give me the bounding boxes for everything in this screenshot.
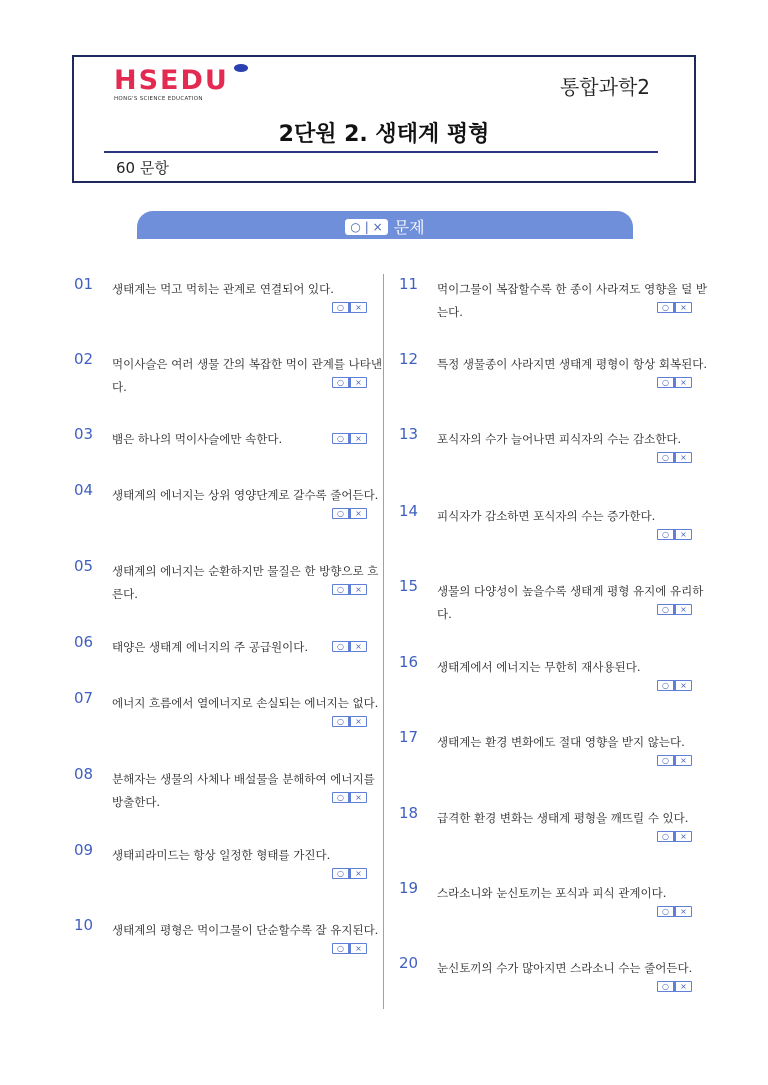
- ox-answer-box[interactable]: [657, 680, 692, 691]
- question-item: [74, 841, 374, 894]
- question-number: 18: [399, 804, 419, 822]
- o-option-icon[interactable]: ○: [333, 378, 348, 387]
- question-text: 생태계의 평형은 먹이그물이 단순할수록 잘 유지된다.: [112, 923, 379, 937]
- x-option-icon[interactable]: ×: [676, 530, 691, 539]
- x-option-icon[interactable]: ×: [351, 585, 366, 594]
- x-option-icon[interactable]: ×: [676, 303, 691, 312]
- logo-subtitle: HONG'S SCIENCE EDUCATION: [114, 96, 203, 102]
- question-count: 60 문항: [116, 159, 169, 177]
- o-option-icon[interactable]: ○: [658, 605, 673, 614]
- header-box: [72, 55, 696, 183]
- o-option-icon[interactable]: ○: [658, 982, 673, 991]
- question-item: [74, 275, 374, 328]
- x-option-icon[interactable]: ×: [676, 681, 691, 690]
- x-option-icon[interactable]: ×: [351, 793, 366, 802]
- question-number: 10: [74, 916, 94, 934]
- question-number: 16: [399, 653, 419, 671]
- ox-answer-box[interactable]: [657, 981, 692, 992]
- question-text: 피식자가 감소하면 포식자의 수는 증가한다.: [437, 509, 656, 523]
- question-item: [74, 425, 374, 478]
- o-option-icon[interactable]: ○: [658, 832, 673, 841]
- o-option-icon[interactable]: ○: [658, 303, 673, 312]
- question-item: [399, 804, 699, 857]
- question-text: 먹이사슬은 여러 생물 간의 복잡한 먹이 관계를 나타낸다.: [112, 357, 382, 394]
- separator: |: [364, 219, 369, 234]
- x-option-icon[interactable]: ×: [676, 756, 691, 765]
- o-option-icon[interactable]: ○: [333, 303, 348, 312]
- question-number: 12: [399, 350, 419, 368]
- question-text: 생태계는 먹고 먹히는 관계로 연결되어 있다.: [112, 282, 334, 296]
- question-item: [74, 689, 379, 742]
- banner-ox-badge: [345, 219, 387, 235]
- ox-answer-box[interactable]: [332, 433, 367, 444]
- title-underline: [104, 151, 658, 153]
- question-text: 생태계는 환경 변화에도 절대 영향을 받지 않는다.: [437, 735, 685, 749]
- question-number: 05: [74, 557, 94, 575]
- ox-answer-box[interactable]: [332, 641, 367, 652]
- o-option-icon[interactable]: ○: [333, 717, 348, 726]
- o-option-icon[interactable]: ○: [333, 434, 348, 443]
- ox-answer-box[interactable]: [657, 906, 692, 917]
- logo-dot-icon: [234, 64, 248, 72]
- o-option-icon[interactable]: ○: [333, 944, 348, 953]
- question-item: [399, 653, 699, 706]
- x-option-icon[interactable]: ×: [351, 944, 366, 953]
- o-option-icon[interactable]: ○: [658, 907, 673, 916]
- circle-icon: ○: [350, 219, 361, 234]
- ox-answer-box[interactable]: [332, 508, 367, 519]
- o-option-icon[interactable]: ○: [658, 453, 673, 462]
- logo-text: HSEDU: [114, 65, 229, 96]
- question-number: 15: [399, 577, 419, 595]
- question-text: 포식자의 수가 늘어나면 피식자의 수는 감소한다.: [437, 432, 682, 446]
- o-option-icon[interactable]: ○: [333, 642, 348, 651]
- question-number: 06: [74, 633, 94, 651]
- ox-answer-box[interactable]: [657, 302, 692, 313]
- question-number: 14: [399, 502, 419, 520]
- ox-answer-box[interactable]: [657, 604, 692, 615]
- question-item: [399, 425, 699, 478]
- question-number: 09: [74, 841, 94, 859]
- ox-answer-box[interactable]: [332, 377, 367, 388]
- question-item: [399, 350, 707, 403]
- cross-icon: ×: [372, 219, 383, 234]
- x-option-icon[interactable]: ×: [351, 642, 366, 651]
- question-text: 태양은 생태계 에너지의 주 공급원이다.: [112, 640, 309, 654]
- x-option-icon[interactable]: ×: [351, 378, 366, 387]
- x-option-icon[interactable]: ×: [351, 303, 366, 312]
- o-option-icon[interactable]: ○: [333, 869, 348, 878]
- page-title: 2단원 2. 생태계 평형: [278, 122, 490, 147]
- question-item: [74, 350, 382, 403]
- o-option-icon[interactable]: ○: [658, 378, 673, 387]
- o-option-icon[interactable]: ○: [658, 530, 673, 539]
- question-text: 특정 생물종이 사라지면 생태계 평형이 항상 회복된다.: [437, 357, 707, 371]
- subject-label: 통합과학2: [559, 75, 650, 99]
- ox-answer-box[interactable]: [332, 716, 367, 727]
- ox-answer-box[interactable]: [657, 831, 692, 842]
- x-option-icon[interactable]: ×: [676, 453, 691, 462]
- ox-answer-box[interactable]: [657, 377, 692, 388]
- ox-answer-box[interactable]: [332, 302, 367, 313]
- question-item: [74, 765, 375, 818]
- ox-answer-box[interactable]: [332, 868, 367, 879]
- question-text: 분해자는 생물의 사체나 배설물을 분해하여 에너지를 방출한다.: [112, 772, 375, 809]
- banner-label: 문제: [393, 218, 425, 237]
- question-text: 생물의 다양성이 높을수록 생태계 평형 유지에 유리하다.: [437, 584, 704, 621]
- question-text: 에너지 흐름에서 열에너지로 손실되는 에너지는 없다.: [112, 696, 379, 710]
- x-option-icon[interactable]: ×: [351, 434, 366, 443]
- question-item: [74, 633, 374, 686]
- o-option-icon[interactable]: ○: [333, 585, 348, 594]
- question-item: [399, 577, 704, 630]
- logo: [114, 67, 229, 102]
- x-option-icon[interactable]: ×: [351, 869, 366, 878]
- column-divider: [383, 274, 384, 1009]
- question-text: 급격한 환경 변화는 생태계 평형을 깨뜨릴 수 있다.: [437, 811, 689, 825]
- question-number: 02: [74, 350, 94, 368]
- ox-answer-box[interactable]: [657, 452, 692, 463]
- question-item: [399, 954, 699, 1007]
- question-text: 생태계의 에너지는 순환하지만 물질은 한 방향으로 흐른다.: [112, 564, 379, 601]
- question-number: 19: [399, 879, 419, 897]
- o-option-icon[interactable]: ○: [333, 793, 348, 802]
- question-number: 07: [74, 689, 94, 707]
- x-option-icon[interactable]: ×: [676, 982, 691, 991]
- question-number: 17: [399, 728, 419, 746]
- question-item: [399, 502, 699, 555]
- ox-answer-box[interactable]: [332, 792, 367, 803]
- question-text: 생태계에서 에너지는 무한히 재사용된다.: [437, 660, 641, 674]
- question-number: 13: [399, 425, 419, 443]
- x-option-icon[interactable]: ×: [676, 832, 691, 841]
- ox-answer-box[interactable]: [332, 584, 367, 595]
- x-option-icon[interactable]: ×: [676, 907, 691, 916]
- question-number: 04: [74, 481, 94, 499]
- x-option-icon[interactable]: ×: [676, 378, 691, 387]
- o-option-icon[interactable]: ○: [658, 756, 673, 765]
- question-item: [74, 916, 379, 969]
- ox-answer-box[interactable]: [657, 755, 692, 766]
- o-option-icon[interactable]: ○: [658, 681, 673, 690]
- question-item: [74, 557, 379, 610]
- question-number: 01: [74, 275, 94, 293]
- question-number: 11: [399, 275, 419, 293]
- x-option-icon[interactable]: ×: [676, 605, 691, 614]
- x-option-icon[interactable]: ×: [351, 509, 366, 518]
- section-banner: [137, 211, 633, 239]
- question-text: 스라소니와 눈신토끼는 포식과 피식 관계이다.: [437, 886, 667, 900]
- ox-answer-box[interactable]: [657, 529, 692, 540]
- question-text: 먹이그물이 복잡할수록 한 종이 사라져도 영향을 덜 받는다.: [437, 282, 707, 319]
- question-item: [74, 481, 379, 534]
- question-item: [399, 728, 699, 781]
- question-number: 03: [74, 425, 94, 443]
- question-text: 눈신토끼의 수가 많아지면 스라소니 수는 줄어든다.: [437, 961, 693, 975]
- question-number: 20: [399, 954, 419, 972]
- question-item: [399, 879, 699, 932]
- question-text: 생태피라미드는 항상 일정한 형태를 가진다.: [112, 848, 331, 862]
- ox-answer-box[interactable]: [332, 943, 367, 954]
- question-text: 생태계의 에너지는 상위 영양단계로 갈수록 줄어든다.: [112, 488, 379, 502]
- x-option-icon[interactable]: ×: [351, 717, 366, 726]
- question-item: [399, 275, 707, 328]
- o-option-icon[interactable]: ○: [333, 509, 348, 518]
- question-text: 뱀은 하나의 먹이사슬에만 속한다.: [112, 432, 283, 446]
- question-number: 08: [74, 765, 94, 783]
